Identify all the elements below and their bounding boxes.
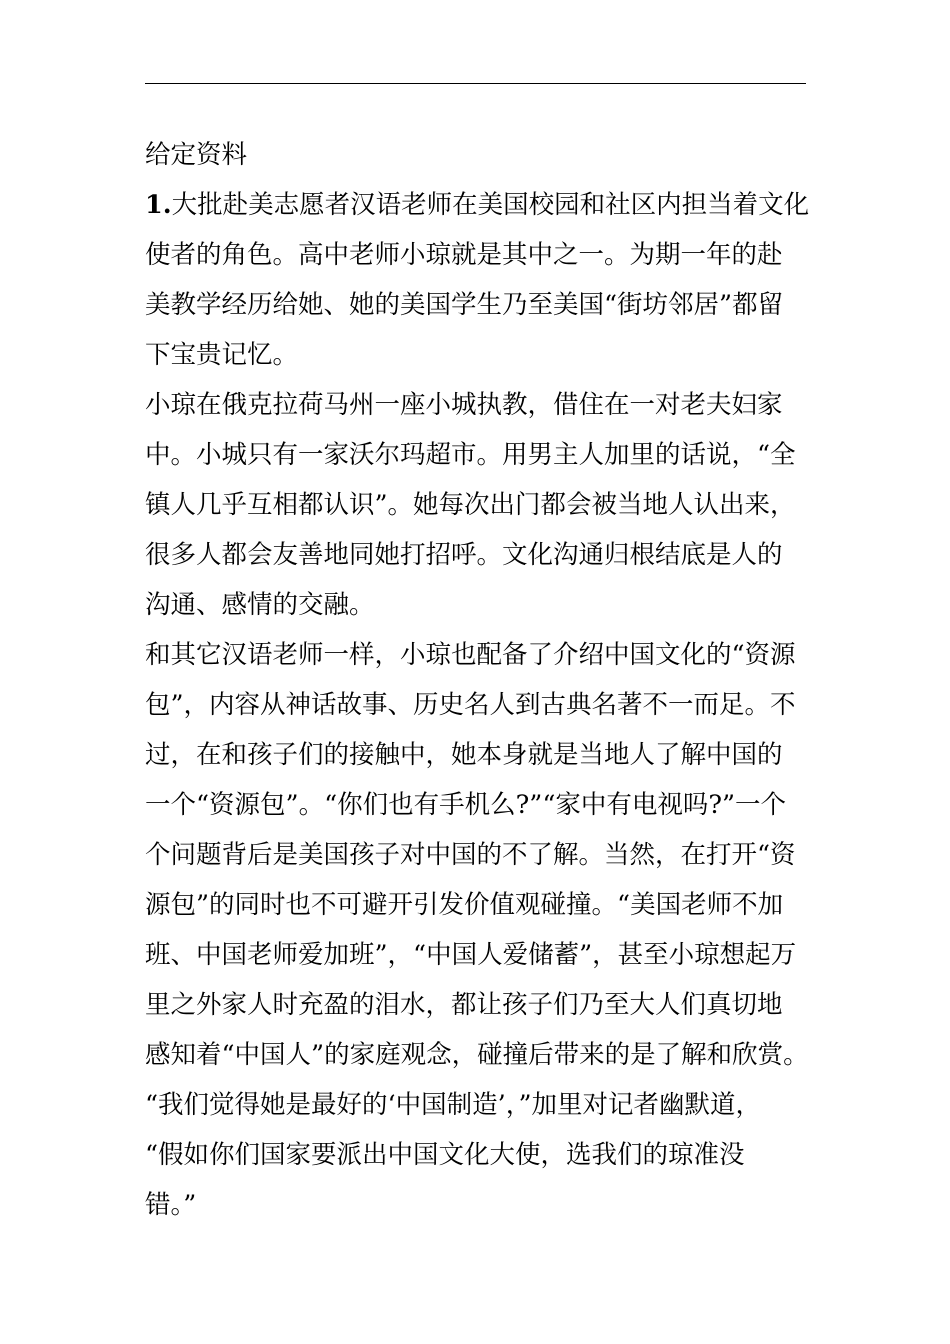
document-body <box>145 130 809 1230</box>
paragraph-2 <box>145 380 809 630</box>
paragraph-line: 个问题背后是美国孩子对中国的不了解。当然，在打开“资 <box>145 840 796 870</box>
paragraph-line: 小琼在俄克拉荷马州一座小城执教，借住在一对老夫妇家 <box>145 390 783 420</box>
paragraph-line <box>145 180 809 230</box>
paragraph-line: 错。” <box>145 1190 197 1220</box>
paragraph-line: 包”，内容从神话故事、历史名人到古典名著不一而足。不 <box>145 690 796 720</box>
header-rule <box>145 83 806 84</box>
paragraph-line: 镇人几乎互相都认识”。她每次出门都会被当地人认出来， <box>145 490 796 520</box>
paragraph-line: 沟通、感情的交融。 <box>145 590 375 620</box>
section-heading: 给定资料 <box>145 140 248 170</box>
paragraph-4 <box>145 1080 809 1230</box>
paragraph-line: 中。小城只有一家沃尔玛超市。用男主人加里的话说，“全 <box>145 440 796 470</box>
paragraph-line: 美教学经历给她、她的美国学生乃至美国“街坊邻居”都留 <box>145 290 784 320</box>
paragraph-line: 感知着“中国人”的家庭观念，碰撞后带来的是了解和欣赏。 <box>145 1040 809 1070</box>
paragraph-line: “假如你们国家要派出中国文化大使，选我们的琼准没 <box>145 1140 745 1170</box>
paragraph-line: 班、中国老师爱加班”，“中国人爱储蓄”，甚至小琼想起万 <box>145 940 797 970</box>
paragraph-line: 源包”的同时也不可避开引发价值观碰撞。“美国老师不加 <box>145 890 784 920</box>
paragraph-line: 使者的角色。高中老师小琼就是其中之一。为期一年的赴 <box>145 240 783 270</box>
paragraph-line: 里之外家人时充盈的泪水，都让孩子们乃至大人们真切地 <box>145 990 783 1020</box>
paragraph-line: 下宝贵记忆。 <box>145 340 299 370</box>
paragraph-number: 1. <box>145 190 172 220</box>
paragraph-line: 过，在和孩子们的接触中，她本身就是当地人了解中国的 <box>145 740 783 770</box>
paragraph-3 <box>145 630 809 1080</box>
paragraph-line: 和其它汉语老师一样，小琼也配备了介绍中国文化的“资源 <box>145 640 796 670</box>
paragraph-line: 一个“资源包”。“你们也有手机么?”“家中有电视吗?”一个 <box>145 790 787 820</box>
paragraph-1 <box>145 180 809 380</box>
paragraph-line: “我们觉得她是最好的‘中国制造’，”加里对记者幽默道， <box>145 1090 762 1120</box>
paragraph-line-text: 大批赴美志愿者汉语老师在美国校园和社区内担当着文化 <box>171 190 810 220</box>
paragraph-line: 很多人都会友善地同她打招呼。文化沟通归根结底是人的 <box>145 540 783 570</box>
